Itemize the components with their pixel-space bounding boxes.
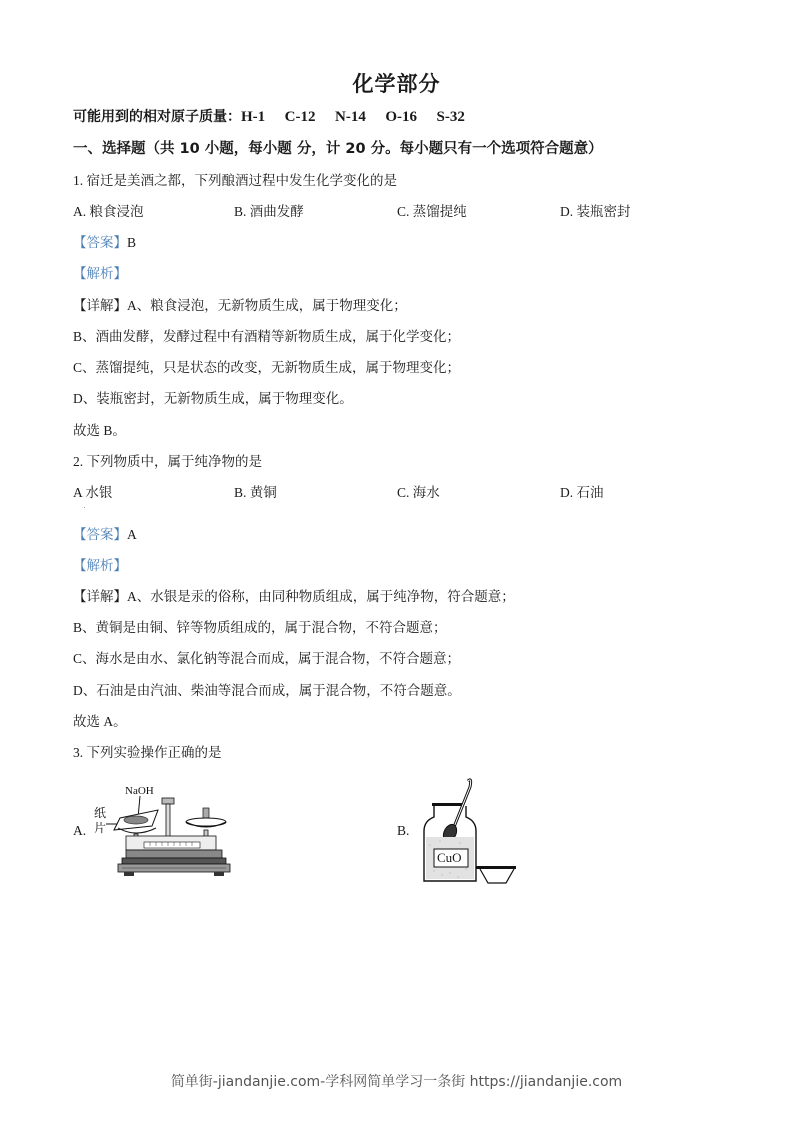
stray-dot: [84, 507, 85, 508]
figure-b-option-label: B.: [397, 823, 410, 838]
question-1-detail-line-4: D、装瓶密封，无新物质生成，属于物理变化。: [73, 391, 353, 406]
answer-label: 【答案】: [73, 235, 127, 250]
figure-a-option-label: A.: [73, 823, 87, 838]
section-heading: 一、选择题（共 10 小题，每小题 分，计 20 分。每小题只有一个选项符合题意）: [73, 141, 603, 157]
question-2-detail-line-2: B、黄铜是由铜、锌等物质组成的，属于混合物，不符合题意；: [73, 620, 447, 635]
balance-figure: [90, 780, 240, 880]
detail-text: A、粮食浸泡，无新物质生成，属于物理变化；: [127, 298, 407, 313]
reagent-bottle-icon: [420, 775, 530, 887]
question-2-analysis-label: 【解析】: [73, 558, 127, 573]
question-1-stem: 1. 宿迁是美酒之都，下列酿酒过程中发生化学变化的是: [73, 173, 397, 188]
question-2-detail-line-3: C、海水是由水、氯化钠等混合而成，属于混合物，不符合题意；: [73, 651, 461, 666]
option-d: D. 装瓶密封: [560, 204, 631, 219]
option-b: B. 黄铜: [234, 485, 277, 500]
question-1-analysis-label: 【解析】: [73, 266, 127, 281]
svg-text:NaOH: NaOH: [125, 785, 154, 797]
detail-text: A、水银是汞的俗称，由同种物质组成，属于纯净物，符合题意；: [127, 589, 515, 604]
question-3-stem: 3. 下列实验操作正确的是: [73, 745, 222, 760]
svg-text:片: 片: [94, 821, 107, 835]
question-1-detail-line-1: [73, 297, 407, 315]
question-1-answer: [73, 234, 136, 252]
atomic-mass-o: O-16: [385, 109, 417, 125]
answer-value: B: [127, 235, 137, 250]
page-title: 化学部分: [352, 72, 441, 96]
option-a: A 水银: [73, 485, 113, 500]
question-2-detail-line-4: D、石油是由汽油、柴油等混合而成，属于混合物，不符合题意。: [73, 683, 461, 698]
question-2-answer: [73, 526, 137, 544]
cuo-label: CuO: [437, 850, 462, 865]
reagent-bottle-figure: [420, 775, 530, 887]
svg-text:纸: 纸: [94, 806, 107, 820]
balance-icon: [90, 780, 240, 880]
atomic-mass-s: S-32: [436, 109, 465, 125]
question-2-stem: 2. 下列物质中，属于纯净物的是: [73, 454, 262, 469]
question-1-detail-line-2: B、酒曲发酵，发酵过程中有酒精等新物质生成，属于化学变化；: [73, 329, 461, 344]
option-d: D. 石油: [560, 485, 604, 500]
option-c: C. 海水: [397, 485, 440, 500]
option-c: C. 蒸馏提纯: [397, 204, 467, 219]
atomic-mass-h: H-1: [241, 109, 266, 125]
footer-watermark: 简单街-jiandanjie.com-学科网简单学习一条街 https://jiandanjie.com: [170, 1074, 623, 1090]
question-1-conclusion: 故选 B。: [73, 423, 126, 438]
atomic-masses-line: [73, 108, 465, 126]
question-2-detail-line-1: [73, 588, 515, 606]
atomic-masses-prefix: 可能用到的相对原子质量：: [73, 109, 241, 125]
answer-value: A: [127, 527, 137, 542]
question-1-detail-line-3: C、蒸馏提纯，只是状态的改变，无新物质生成，属于物理变化；: [73, 360, 461, 375]
atomic-mass-c: C-12: [284, 109, 316, 125]
detail-label: 【详解】: [73, 589, 127, 604]
detail-label: 【详解】: [73, 298, 127, 313]
option-a: A. 粮食浸泡: [73, 204, 144, 219]
atomic-mass-n: N-14: [335, 109, 366, 125]
option-b: B. 酒曲发酵: [234, 204, 304, 219]
answer-label: 【答案】: [73, 527, 127, 542]
question-2-conclusion: 故选 A。: [73, 714, 127, 729]
